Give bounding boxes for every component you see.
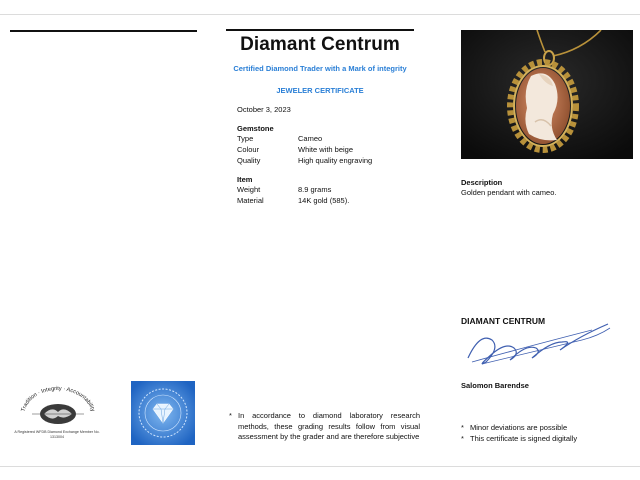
note-item [461, 434, 577, 445]
seal-caption: A Registered WFDB Diamond Exchange Member No. 1313004 [14, 430, 100, 439]
handwritten-signature [462, 318, 612, 375]
description-heading: Description [461, 178, 503, 187]
disclaimer-text: In accordance to diamond laboratory research methods, these grading results follow from visual assessment by the grader and are therefore subjective [238, 411, 420, 441]
product-photo [461, 30, 633, 159]
company-title: Diamant Centrum [240, 34, 400, 55]
company-tagline: Certified Diamond Trader with a Mark of integrity [233, 64, 407, 73]
signatory-name: Salomon Barendse [461, 381, 529, 390]
gemstone-heading: Gemstone [237, 124, 274, 133]
note-item [461, 423, 567, 434]
center-header-rule [226, 29, 414, 31]
row-value: 14K gold (585). [298, 196, 350, 205]
row-value: 8.9 grams [298, 185, 332, 194]
top-divider [0, 14, 640, 15]
row-label: Type [237, 134, 254, 143]
diamond-seal [131, 381, 195, 445]
left-header-rule [10, 30, 197, 32]
item-heading: Item [237, 175, 253, 184]
bullet: * [461, 423, 464, 432]
row-label: Weight [237, 185, 261, 194]
bullet: * [461, 434, 464, 443]
cameo-pendant-image [461, 30, 633, 159]
row-label: Quality [237, 156, 261, 165]
row-label: Colour [237, 145, 260, 154]
row-value: Cameo [298, 134, 323, 143]
signature-company: DIAMANT CENTRUM [461, 316, 546, 326]
seal-motto: Tradition · Integrity · Accountability [20, 385, 96, 413]
bullet: * [229, 411, 232, 420]
row-value: High quality engraving [298, 156, 373, 165]
description-text: Golden pendant with cameo. [461, 188, 557, 197]
note-text: This certificate is signed digitally [470, 434, 578, 443]
note-text: Minor deviations are possible [470, 423, 568, 432]
disclaimer-note [229, 411, 420, 443]
certificate-type: JEWELER CERTIFICATE [276, 86, 364, 95]
bottom-divider [0, 466, 640, 467]
row-value: White with beige [298, 145, 354, 154]
certificate-date: October 3, 2023 [237, 105, 291, 114]
row-label: Material [237, 196, 264, 205]
